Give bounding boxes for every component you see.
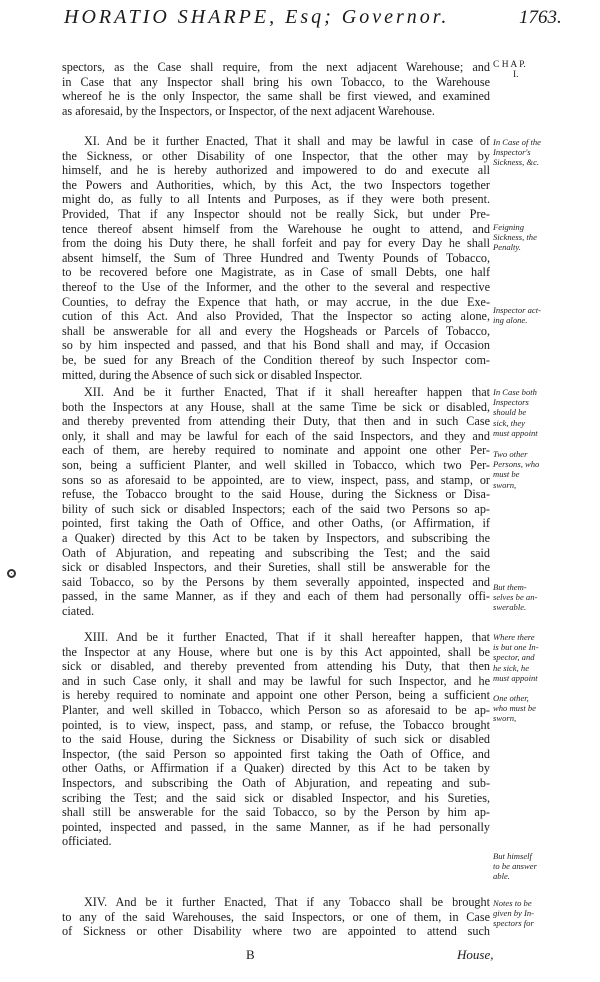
margin-line: should be — [493, 407, 527, 418]
text-line: absent himself, the Sum of Three Hundred and Twenty Pounds of Tobacco, — [62, 250, 490, 265]
text-line: each of them, are hereby required to nominate and appoint one other Per- — [62, 443, 490, 458]
signature-mark: B — [246, 947, 255, 962]
margin-line: must appoint — [493, 427, 538, 438]
text-line: XIV. And be it further Enacted, That if any Tobacco shall be brought — [84, 895, 490, 909]
page-number: 1763. — [519, 7, 562, 28]
text-line: is hereby required to nominate and appoint one other Person, being a sufficient — [62, 688, 490, 703]
section-xiv — [62, 895, 490, 939]
margin-line: Feigning — [493, 222, 525, 232]
text-line: shall still be answerable for the said Tobacco, so by the Person by him ap- — [62, 805, 490, 820]
text-line: ciated. — [62, 603, 95, 618]
text-line: refuse, the Tobacco brought to the said House, during the Sickness or Disa- — [62, 487, 490, 502]
margin-line: selves be an- — [493, 592, 538, 603]
margin-line: spectors for — [493, 918, 534, 929]
catchword: House, — [457, 947, 494, 962]
margin-line: In Case both — [493, 387, 537, 397]
margin-line: he sick, he — [493, 662, 530, 673]
text-line: the Powers and Authorities, which, by this Act, the two Inspectors together — [62, 177, 490, 192]
margin-note-two-other — [493, 449, 597, 490]
text-line: pointed, first taking the Oath of Office, and other Oaths, (or Affirmation, if — [62, 516, 490, 531]
margin-line: must be — [493, 469, 520, 480]
text-line: spectors, as the Case shall require, from the next adjacent Warehouse; and — [62, 60, 490, 74]
margin-line: sworn, — [493, 479, 517, 490]
margin-line: to be answer — [493, 861, 537, 872]
text-line: Planter, and well skilled in Tobacco, which Person so as aforesaid to be ap- — [62, 702, 490, 717]
margin-line: given by In- — [493, 908, 535, 919]
margin-line: Where there — [493, 632, 535, 642]
binding-hole-ornament — [7, 569, 16, 578]
margin-line: must appoint — [493, 672, 538, 683]
text-line: be, be sued for any Breach of the Condition thereof by such Inspector com- — [62, 352, 490, 367]
text-line: other Oaths, or Affirmation if a Quaker) directed by this Act to be taken by — [62, 761, 490, 776]
margin-note-one-inspector — [493, 632, 597, 683]
text-line: of Sickness or other Disability where two are appointed to attend such — [62, 924, 490, 939]
text-line: said Tobacco, so by the Persons by them severally appointed, inspected and — [62, 574, 490, 589]
margin-line: But them- — [493, 582, 527, 592]
margin-note-sickness — [493, 137, 597, 168]
text-line: XIII. And be it further Enacted, That if it shall hereafter happen, that — [84, 630, 490, 644]
margin-line: Persons, who — [493, 459, 540, 470]
text-line: Oath of Abjuration, and repeating and subscribing the Test; and the said — [62, 545, 490, 560]
margin-note-one-other — [493, 693, 597, 724]
text-line: and in such Case only, it shall and may be lawful for such Inspector, and he — [62, 673, 490, 688]
text-line: XI. And be it further Enacted, That it shall and may be lawful in case of — [84, 134, 490, 148]
margin-line: who must be — [493, 703, 536, 714]
text-line: pointed, is to view, inspect, pass, and stamp, or refuse, the Tobacco brought — [62, 717, 490, 732]
text-line: to be recovered before one Magistrate, as in Case of small Debts, one half — [62, 265, 490, 280]
margin-line: ing alone. — [493, 315, 528, 326]
margin-line: Sickness, the — [493, 232, 537, 243]
paragraph-continuation — [62, 60, 490, 118]
margin-line: I. — [513, 70, 519, 81]
margin-line: is but one In- — [493, 642, 539, 653]
text-line: and thereby prevented from attending their Duty, that then and in such Case — [62, 414, 490, 429]
margin-note-notes-given — [493, 898, 597, 929]
text-line: bility of such sick or disabled Inspectors; each of the said two Persons so ap- — [62, 501, 490, 516]
margin-note-acting-alone — [493, 305, 597, 325]
text-line: himself, and he is hereby authorized and impowered to do and execute all — [62, 163, 490, 178]
margin-line: In Case of the — [493, 137, 541, 147]
text-line: XII. And be it further Enacted, That if it shall hereafter happen that — [84, 385, 490, 399]
margin-line: swerable. — [493, 602, 527, 613]
text-line: shall be answerable for all and every the Hogsheads or Parcels of Tobacco, — [62, 323, 490, 338]
margin-line: Sickness, &c. — [493, 157, 540, 168]
margin-line: Inspector's — [493, 147, 531, 158]
running-header — [0, 0, 600, 56]
text-line: in Case that any Inspector shall bring his own Tobacco, to the Warehouse — [62, 74, 490, 89]
text-line: a Quaker) directed by this Act to be taken by Inspectors, and subscribing the — [62, 530, 490, 545]
text-line: tence thereof absent himself from the Warehouse he ought to attend, and — [62, 221, 490, 236]
text-line: to the said House, during the Sickness or Disability of such sick or disabled — [62, 732, 490, 747]
margin-line: Two other — [493, 449, 528, 459]
text-line: Inspectors, and subscribing the Oath of Abjuration, and repeating and sub- — [62, 775, 490, 790]
text-line: Counties, to defray the Expence that hath, or may accrue, in the due Exe- — [62, 294, 490, 309]
text-line: pointed, inspected and passed, in the same Manner, as if he had personally — [62, 819, 490, 834]
margin-line: One other, — [493, 693, 529, 703]
text-line: so by him inspected and passed, and that his Bond shall and may, if Occasion — [62, 338, 490, 353]
text-line: officiated. — [62, 834, 112, 849]
margin-line: spector, and — [493, 652, 535, 663]
text-line: son, being a sufficient Planter, and well skilled in Tobacco, which two Per- — [62, 457, 490, 472]
text-line: might do, as fully to all Intents and Purposes, as if they were both present. — [62, 192, 490, 207]
margin-line: But himself — [493, 851, 532, 861]
margin-line: Penalty. — [493, 242, 521, 253]
margin-line: Notes to be — [493, 898, 532, 908]
margin-line: C H A P. — [493, 60, 526, 70]
margin-line: sworn, — [493, 713, 517, 724]
text-line: the Sickness, or other Disability of one Inspector, that the other may by — [62, 148, 490, 163]
text-line: as aforesaid, by the Inspectors, or Inspector, of the next adjacent Warehouse. — [62, 103, 435, 118]
margin-line: able. — [493, 871, 510, 882]
section-xii — [62, 385, 490, 619]
text-line: thereof to the Use of the Informer, and the other to the several and respective — [62, 279, 490, 294]
text-line: from the doing his Duty there, he shall forfeit and pay for every Day he shall — [62, 236, 490, 251]
text-line: sick or disabled, and thereby prevented from attending his Duty, that then — [62, 659, 490, 674]
margin-note-both-sick — [493, 387, 597, 438]
text-line: the Inspector at any House, where but one is by this Act appointed, shall be — [62, 644, 490, 659]
margin-line: Inspectors — [493, 397, 529, 408]
running-title: HORATIO SHARPE, Esq; Governor. — [64, 6, 450, 28]
text-line: Provided, That if any Inspector should not be really Sick, but under Pre- — [62, 206, 490, 221]
section-xi — [62, 134, 490, 382]
text-line: scribing the Test; and the said sick or disabled Inspector, and his Sureties, — [62, 790, 490, 805]
text-line: cution of this Act. And also Provided, That the Inspector so acting alone, — [62, 309, 490, 324]
margin-note-answerable — [493, 582, 597, 613]
text-line: to any of the said Warehouses, the said Inspectors, or one of them, in Case — [62, 909, 490, 924]
margin-note-chap — [493, 60, 597, 80]
section-xiii — [62, 630, 490, 849]
margin-note-himself-answerable — [493, 851, 597, 882]
text-line: passed, in the same Manner, as if they and each of them had personally offi- — [62, 589, 490, 604]
margin-line: sick, they — [493, 417, 525, 428]
text-line: only, it shall and may be lawful for each of the said Inspectors, and they and — [62, 428, 490, 443]
margin-line: Inspector act- — [493, 305, 541, 315]
text-line: whereof he is the only Inspector, the same shall be first viewed, and examined — [62, 89, 490, 104]
text-line: sons so as aforesaid to be appointed, are to view, inspect, pass, and stamp, or — [62, 472, 490, 487]
margin-note-feigning — [493, 222, 597, 253]
text-line: both the Inspectors at any House, shall at the same Time be sick or disabled, — [62, 399, 490, 414]
text-line: mitted, during the Absence of such sick or disabled Inspector. — [62, 367, 363, 382]
text-line: sick or disabled Inspectors, and their Sureties, shall still be answerable for the — [62, 560, 490, 575]
text-line: Inspector, (the said Person so appointed first taking the Oath of Office, and — [62, 746, 490, 761]
